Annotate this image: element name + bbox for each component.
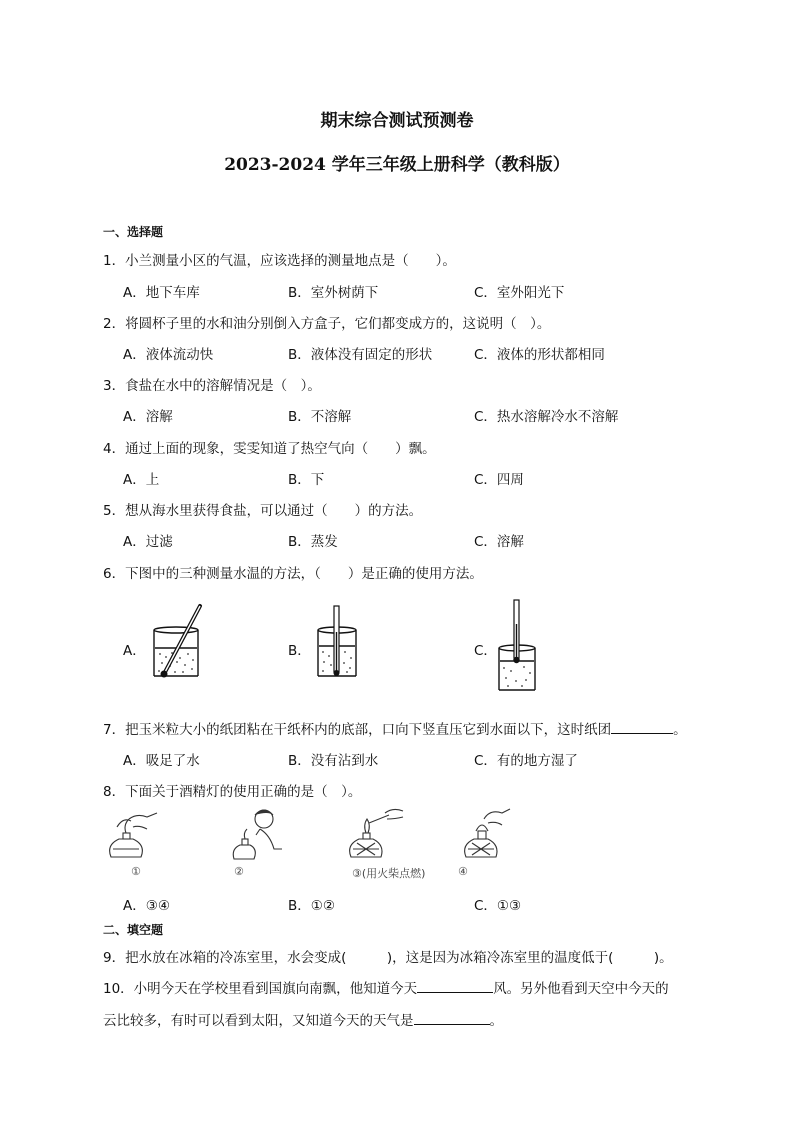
question-6-stem: 6．下图中的三种测量水温的方法，（ ）是正确的使用方法。 <box>103 566 483 582</box>
question-7-answer-blank[interactable] <box>611 719 673 734</box>
question-6-option-b: B． <box>288 643 311 659</box>
beaker-thermometer-c-figure <box>496 596 542 694</box>
question-6-option-c: C． <box>474 643 497 659</box>
question-5-stem: 5．想从海水里获得食盐，可以通过（ ）的方法。 <box>103 503 423 519</box>
question-5-option-b: B．蒸发 <box>288 534 338 550</box>
section-choice-heading: 一、选择题 <box>103 225 164 239</box>
question-9-stem: 9．把水放在冰箱的冷冻室里，水会变成( )，这是因为冰箱冷冻室里的温度低于( )。 <box>103 950 673 966</box>
alcohol-lamp-image-2 <box>230 805 285 863</box>
alcohol-lamp-image-3 <box>345 805 407 863</box>
question-4-option-a: A．上 <box>123 472 160 488</box>
question-7-stem-text: 7．把玉米粒大小的纸团粘在干纸杯内的底部，口向下竖直压它到水面以下，这时纸团 <box>103 722 612 738</box>
alcohol-lamp-image-4 <box>460 805 515 863</box>
question-7-option-c: C．有的地方湿了 <box>474 753 578 769</box>
lamp-caption-1: ① <box>131 865 141 878</box>
question-4-option-c: C．四周 <box>474 472 524 488</box>
question-5-option-c: C．溶解 <box>474 534 524 550</box>
question-3-option-a: A．溶解 <box>123 409 173 425</box>
question-8-option-b: B．①② <box>288 898 335 914</box>
lamp-caption-2: ② <box>234 865 244 878</box>
lamp-caption-3: ③(用火柴点燃) <box>352 867 426 880</box>
section-fill-heading: 二、填空题 <box>103 923 164 937</box>
question-8-stem: 8．下面关于酒精灯的使用正确的是（ ）。 <box>103 784 362 800</box>
question-1-option-c: C．室外阳光下 <box>474 285 565 301</box>
beaker-thermometer-a-figure <box>150 602 210 682</box>
question-7-stem <box>103 718 687 738</box>
question-10-text-3: 云比较多，有时可以看到太阳，又知道今天的天气是 <box>103 1013 414 1029</box>
question-2-stem: 2．将圆杯子里的水和油分别倒入方盒子，它们都变成方的，这说明（ ）。 <box>103 316 551 332</box>
beaker-thermometer-b-figure <box>315 602 365 682</box>
question-1-option-a: A．地下车库 <box>123 285 200 301</box>
question-4-option-b: B．下 <box>288 472 325 488</box>
question-8-option-c: C．①③ <box>474 898 522 914</box>
question-10-weather-blank[interactable] <box>414 1010 490 1025</box>
question-3-option-b: B．不溶解 <box>288 409 352 425</box>
question-1-stem: 1．小兰测量小区的气温，应该选择的测量地点是（ ）。 <box>103 253 456 269</box>
question-3-stem: 3．食盐在水中的溶解情况是（ ）。 <box>103 378 321 394</box>
question-7-option-a: A．吸足了水 <box>123 753 200 769</box>
question-10-line-1 <box>103 977 669 997</box>
question-10-text-4: 。 <box>489 1013 503 1029</box>
alcohol-lamp-image-1 <box>103 805 163 863</box>
question-2-option-a: A．液体流动快 <box>123 347 214 363</box>
question-10-line-2 <box>103 1009 503 1029</box>
question-2-option-c: C．液体的形状都相同 <box>474 347 605 363</box>
question-4-stem: 4．通过上面的现象，雯雯知道了热空气向（ ）飘。 <box>103 441 436 457</box>
question-2-option-b: B．液体没有固定的形状 <box>288 347 433 363</box>
question-10-wind-blank[interactable] <box>417 978 493 993</box>
question-6-option-a: A． <box>123 643 146 659</box>
question-10-text-1: 10．小明今天在学校里看到国旗向南飘，他知道今天 <box>103 981 418 997</box>
question-3-option-c: C．热水溶解冷水不溶解 <box>474 409 619 425</box>
lamp-caption-4: ④ <box>458 865 468 878</box>
question-1-option-b: B．室外树荫下 <box>288 285 379 301</box>
page-title: 期末综合测试预测卷 <box>320 111 474 131</box>
question-7-stem-end: 。 <box>673 722 687 738</box>
question-5-option-a: A．过滤 <box>123 534 173 550</box>
question-8-option-a: A．③④ <box>123 898 170 914</box>
question-10-text-2: 风。另外他看到天空中今天的 <box>493 981 669 997</box>
question-7-option-b: B．没有沾到水 <box>288 753 379 769</box>
page-subtitle: 2023-2024 学年三年级上册科学（教科版） <box>224 155 570 175</box>
